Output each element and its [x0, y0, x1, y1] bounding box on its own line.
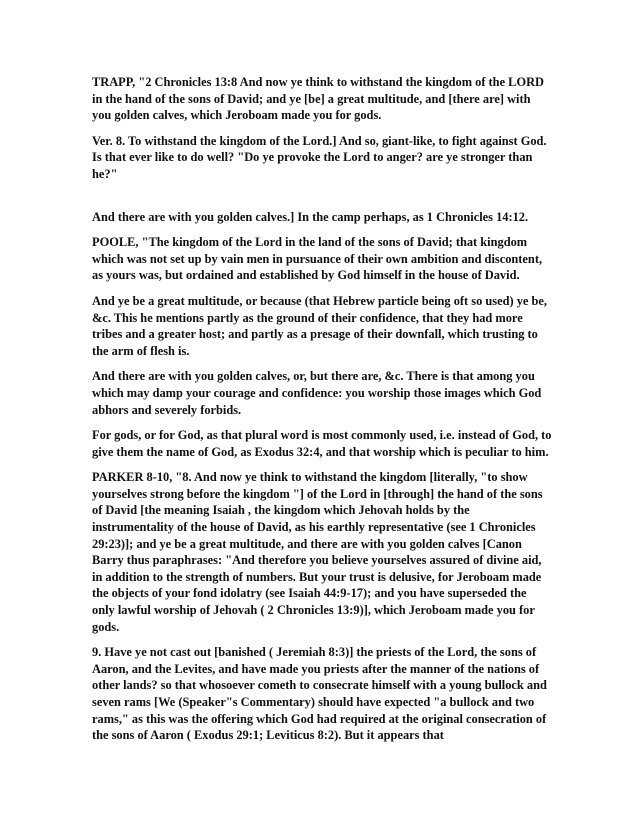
paragraph-poole-intro: POOLE, "The kingdom of the Lord in the land of the sons of David; that kingdom which was not set up by vain men in pursuance of their own ambition and discontent, as yours was, but ordained and established by God himself in the house of David. — [92, 235, 543, 283]
paragraph-poole-for-gods: For gods, or for God, as that plural word is most commonly used, i.e. instead of God, to give them the name of God, as Exodus 32:4, and that worship which is peculiar to him. — [92, 428, 552, 459]
paragraph-trapp-intro: TRAPP, "2 Chronicles 13:8 And now ye think to withstand the kingdom of the LORD in the hand of the sons of David; and ye [be] a great multitude, and [there are] with you golden calves, which Jeroboam made you for gods. — [92, 75, 544, 123]
paragraph-trapp-golden-calves: And there are with you golden calves.] In the camp perhaps, as 1 Chronicles 14:12. — [92, 209, 529, 224]
paragraph-trapp-ver8: Ver. 8. To withstand the kingdom of the Lord.] And so, giant-like, to fight against God. Is that ever like to do well? "Do ye provoke the Lord to anger? are ye stronger than he?" — [92, 133, 547, 181]
document-page — [92, 74, 552, 753]
paragraph-parker-8: PARKER 8-10, "8. And now ye think to withstand the kingdom [literally, "to show yourselves strong before the kingdom "] of the Lord in [through] the hand of the sons of David [the meaning Isaiah , the kingdom which Jehovah holds by the instrumentality of the house of David, as his earthly representative (see 1 Chronicles 29:23)]; and ye be a great multitude, and there are with you golden calves [Canon Barry thus paraphrases: "And therefore you believe yourselves assured of divine aid, in addition to the strength of numbers. But your trust is delusive, for Jeroboam made the objects of your fond idolatry (see Isaiah 44:9-17); and you have superseded the only lawful worship of Jehovah ( 2 Chronicles 13:9)], which Jeroboam made you for gods. — [92, 470, 543, 634]
paragraph-poole-multitude: And ye be a great multitude, or because (that Hebrew particle being oft so used) ye be, &c. This he mentions partly as the ground of their confidence, that they had more tribes and a greater host; and partly as a presage of their downfall, which trusting to the arm of flesh is. — [92, 293, 547, 358]
paragraph-poole-golden-calves: And there are with you golden calves, or, but there are, &c. There is that among you which may damp your courage and confidence: you worship those images which God abhors and severely forbids. — [92, 369, 542, 417]
paragraph-parker-9: 9. Have ye not cast out [banished ( Jeremiah 8:3)] the priests of the Lord, the sons of Aaron, and the Levites, and have made you priests after the manner of the nations of other lands? so that whosoever cometh to consecrate himself with a young bullock and seven rams [We (Speaker"s Commentary) should have expected "a bullock and two rams," as this was the offering which God had required at the original consecration of the sons of Aaron ( Exodus 29:1; Leviticus 8:2). But it appears that — [92, 645, 547, 743]
